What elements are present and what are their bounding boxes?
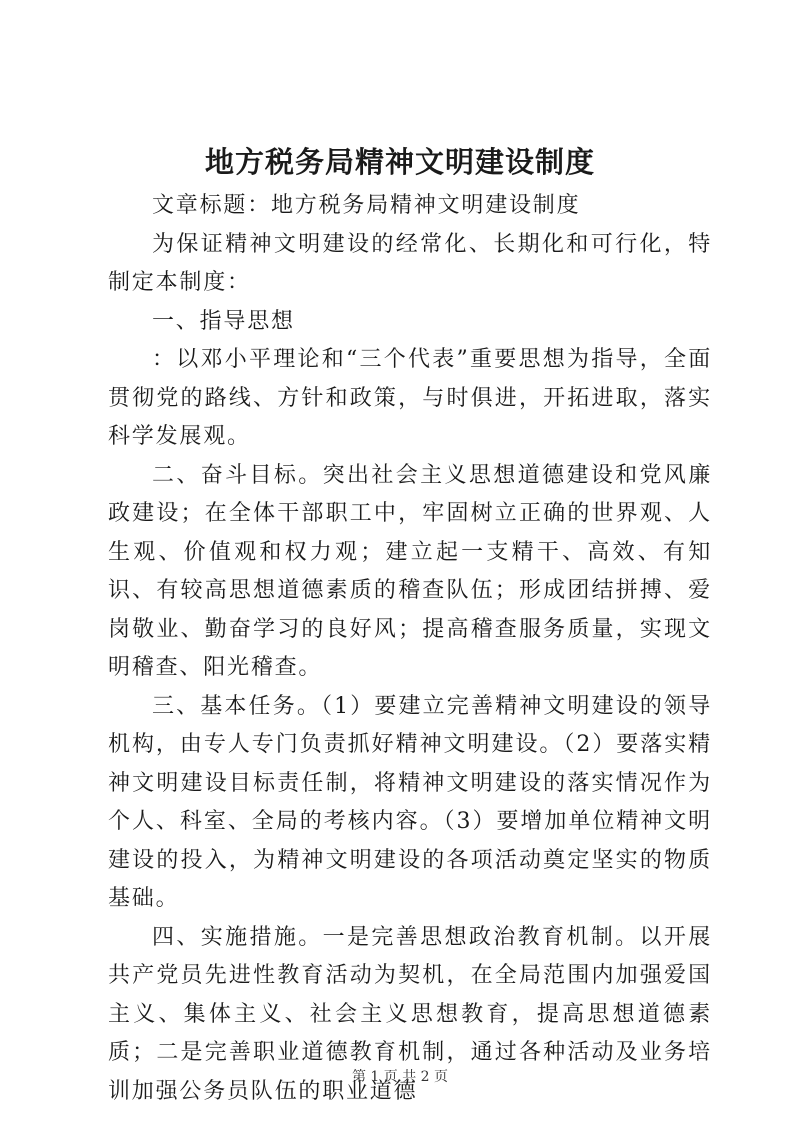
paragraph-basic-tasks: 三、基本任务。（1）要建立完善精神文明建设的领导机构，由专人专门负责抓好精神文明建设。（2）要落实精神文明建设目标责任制，将精神文明建设的落实情况作为个人、科室、全局的考核内容。（3）要增加单位精神文明建设的投入，为精神文明建设的各项活动奠定坚实的物质基础。 xyxy=(108,693,712,911)
page-number-footer: 第 1 页 共 2 页 xyxy=(351,1069,449,1085)
document-body xyxy=(108,187,712,1111)
paragraph-goals: 二、奋斗目标。突出社会主义思想道德建设和党风廉政建设；在全体干部职工中，牢固树立正确的世界观、人生观、价值观和权力观；建立起一支精干、高效、有知识、有较高思想道德素质的稽查队伍；形成团结拼搏、爱岗敬业、勤奋学习的良好风；提高稽查服务质量，实现文明稽查、阳光稽查。 xyxy=(108,462,712,680)
section-heading-guiding-thought: 一、指导思想 xyxy=(152,308,295,334)
paragraph-guiding-thought: ：以邓小平理论和“三个代表”重要思想为指导，全面贯彻党的路线、方针和政策，与时俱进，开拓进取，落实科学发展观。 xyxy=(108,347,712,449)
paragraph-intro: 为保证精神文明建设的经常化、长期化和可行化，特制定本制度： xyxy=(108,231,712,295)
paragraph-article-title: 文章标题：地方税务局精神文明建设制度 xyxy=(152,193,581,218)
paragraph-measures: 四、实施措施。一是完善思想政治教育机制。以开展共产党员先进性教育活动为契机，在全局范围内加强爱国主义、集体主义、社会主义思想教育，提高思想道德素质；二是完善职业道德教育机制，通过各种活动及业务培训加强公务员队伍的职业道德 xyxy=(108,924,712,1104)
document-title: 地方税务局精神文明建设制度 xyxy=(204,145,595,179)
